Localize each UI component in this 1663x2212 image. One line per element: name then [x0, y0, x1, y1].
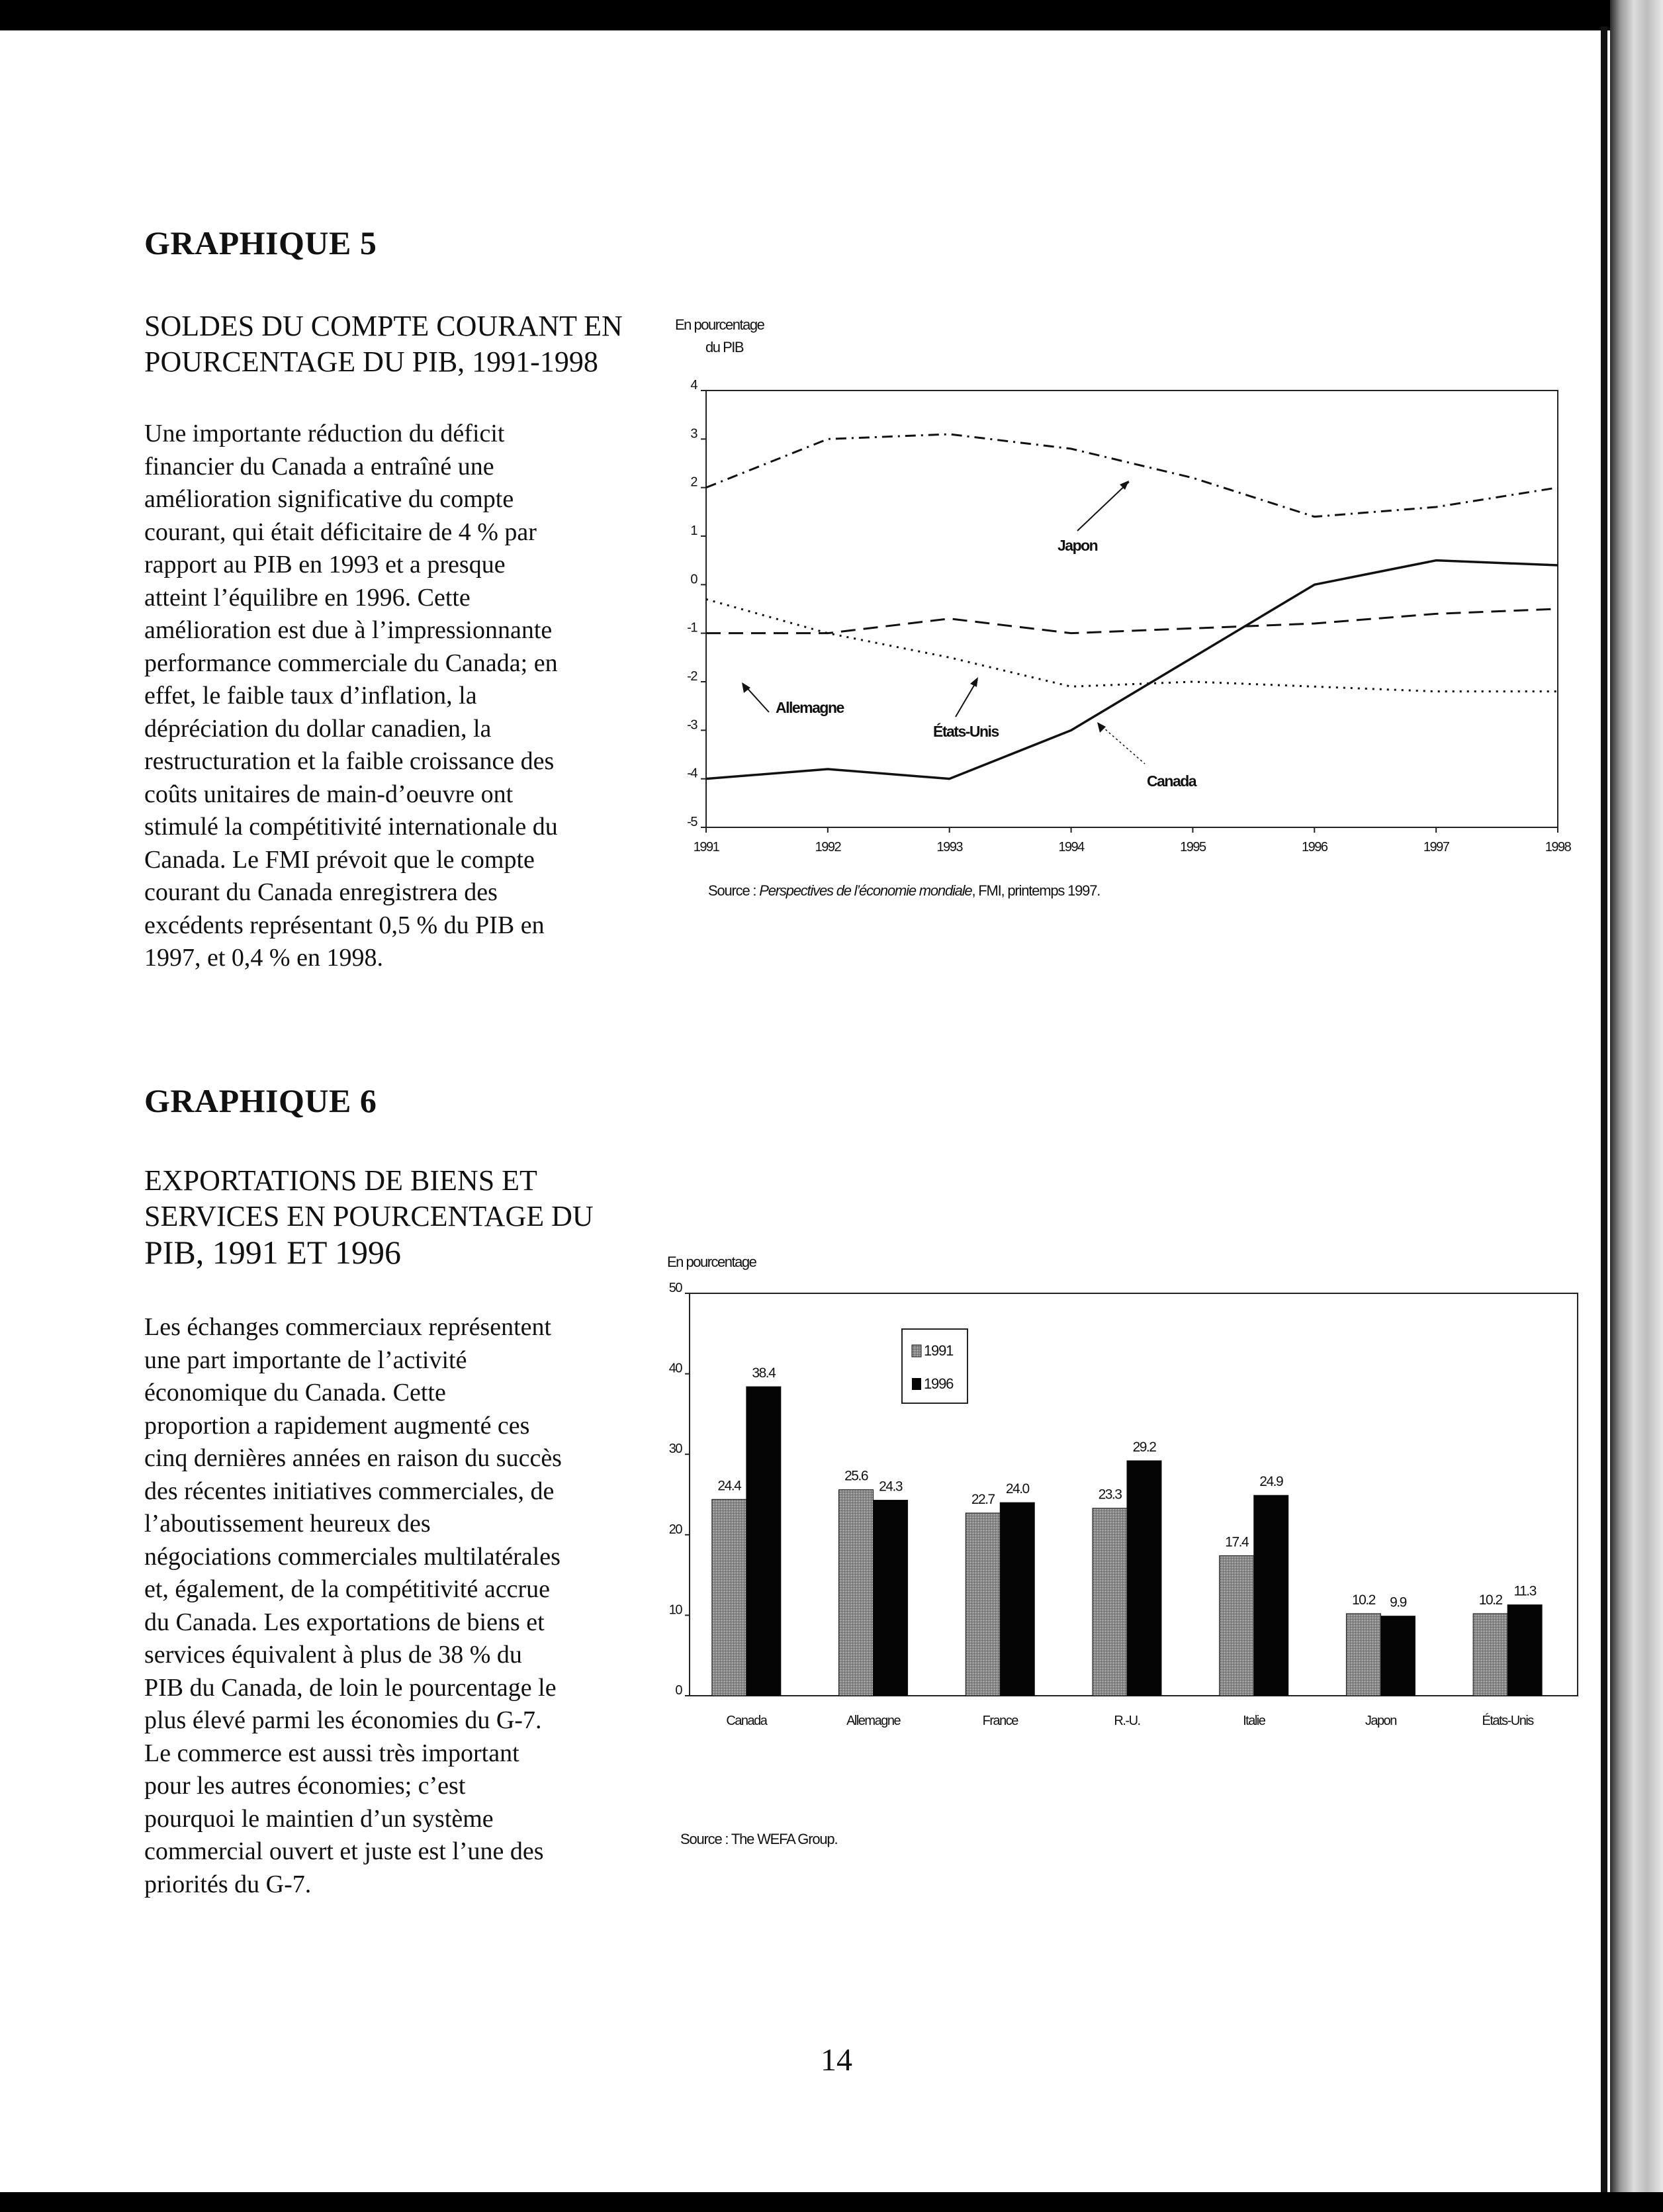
bar-1996: [1380, 1616, 1415, 1696]
line-chart-source-prefix: Source :: [708, 882, 760, 899]
section2-body-line: plus élevé parmi les économies du G-7.: [144, 1706, 542, 1734]
section2-body-line: et, également, de la compétitivité accrue: [144, 1575, 550, 1603]
bar-value-label: 23.3: [1098, 1487, 1122, 1502]
y-tick-label: -2: [687, 669, 697, 684]
x-category-label: Allemagne: [846, 1714, 901, 1728]
x-category-label: Canada: [726, 1714, 767, 1728]
section2-subtitle-line: EXPORTATIONS DE BIENS ET: [144, 1164, 537, 1197]
bar-1991: [839, 1490, 874, 1696]
section2-subtitle-line: SERVICES EN POURCENTAGE DU: [144, 1200, 594, 1232]
section2-body-line: négociations commerciales multilatérales: [144, 1542, 561, 1571]
section1-body-line: atteint l’équilibre en 1996. Cette: [144, 583, 471, 612]
bar-value-label: 24.0: [1005, 1481, 1029, 1497]
section2-body-line: PIB du Canada, de loin le pourcentage le: [144, 1673, 557, 1702]
bar-1996: [874, 1500, 908, 1696]
section2-heading: GRAPHIQUE 6: [144, 1082, 377, 1119]
y-tick-label: -1: [687, 620, 697, 635]
series-label-canada: Canada: [1147, 772, 1196, 790]
annotation-arrowhead-allemagne: [742, 682, 750, 693]
series-line-allemagne: [706, 609, 1558, 633]
x-tick-label: 1991: [693, 840, 719, 854]
x-category-label: Italie: [1243, 1714, 1265, 1728]
bar-chart-unit-label: En pourcentage: [667, 1254, 756, 1270]
line-chart-plot-frame: [706, 391, 1558, 827]
bar-1991: [1473, 1614, 1507, 1696]
section1-body-line: courant du Canada enregistrera des: [144, 878, 498, 906]
section2-body: [144, 1311, 607, 1901]
bar-1991: [712, 1499, 746, 1696]
bar-value-label: 24.9: [1259, 1474, 1283, 1490]
bar-chart-x-axis: [726, 1713, 1534, 1728]
section1-body-line: dépréciation du dollar canadien, la: [144, 714, 492, 743]
bar-value-label: 10.2: [1351, 1592, 1375, 1608]
section1-body-line: effet, le faible taux d’inflation, la: [144, 682, 477, 710]
bar-chart-legend: [902, 1329, 967, 1403]
annotation-arrowhead-etats-unis: [970, 677, 978, 687]
line-chart-x-axis: [694, 827, 1572, 854]
bar-value-label: 24.3: [879, 1479, 903, 1495]
line-chart-series: [706, 434, 1558, 779]
series-label-japon: Japon: [1057, 537, 1098, 554]
bar-value-label: 22.7: [971, 1491, 995, 1507]
x-tick-label: 1992: [815, 840, 841, 854]
y-tick-label: 3: [690, 426, 697, 441]
y-tick-label: 10: [668, 1602, 682, 1618]
bar-value-label: 38.4: [752, 1365, 776, 1381]
section2-body-line: une part importante de l’activité: [144, 1346, 467, 1374]
series-line-japon: [706, 434, 1558, 517]
x-category-label: France: [982, 1714, 1018, 1728]
section1-body-line: rapport au PIB en 1993 et a presque: [144, 551, 506, 578]
bar-chart: [655, 1244, 1595, 1873]
section2-body-line: pourquoi le maintien d’un système: [144, 1804, 494, 1833]
legend-label-1996: 1996: [924, 1375, 954, 1392]
section2-body-line: priorités du G-7.: [144, 1870, 312, 1898]
y-tick-label: 4: [690, 378, 697, 392]
x-category-label: R.-U.: [1114, 1714, 1140, 1728]
bar-chart-bars: [712, 1365, 1542, 1696]
y-tick-label: 2: [690, 475, 697, 490]
bar-value-label: 25.6: [844, 1468, 868, 1484]
x-tick-label: 1995: [1180, 840, 1206, 854]
section1-body-line: amélioration significative du compte: [144, 485, 514, 513]
scan-binding-line: [1601, 26, 1607, 2197]
section1-body-line: financier du Canada a entraîné une: [144, 452, 494, 481]
bar-value-label: 10.2: [1478, 1592, 1502, 1608]
section1-body-line: Canada. Le FMI prévoit que le compte: [144, 845, 535, 874]
x-tick-label: 1993: [936, 840, 962, 854]
bar-1991: [1093, 1508, 1127, 1696]
y-tick-label: 40: [668, 1361, 682, 1376]
section1-body: [144, 418, 607, 975]
y-tick-label: 50: [668, 1281, 682, 1295]
section1-heading: GRAPHIQUE 5: [144, 224, 377, 261]
section2-body-line: du Canada. Les exportations de biens et: [144, 1608, 545, 1636]
series-line-canada: [706, 561, 1558, 779]
x-category-label: Japon: [1365, 1714, 1396, 1728]
legend-box: [902, 1329, 967, 1403]
section2-body-line: Les échanges commerciaux représentent: [144, 1313, 552, 1341]
legend-label-1991: 1991: [924, 1342, 954, 1359]
bar-1996: [1000, 1502, 1034, 1696]
series-label-etats-unis: États-Unis: [933, 723, 999, 740]
y-tick-label: 30: [668, 1442, 682, 1457]
y-tick-label: 0: [690, 572, 697, 587]
bar-1991: [1346, 1614, 1380, 1696]
section2-body-line: proportion a rapidement augmenté ces: [144, 1411, 530, 1440]
bar-value-label: 9.9: [1390, 1594, 1406, 1610]
bar-1996: [1254, 1495, 1288, 1696]
section2-body-line: commercial ouvert et juste est l’une des: [144, 1837, 544, 1865]
scan-border-bottom: [0, 2192, 1663, 2212]
line-chart-source: [708, 882, 1100, 899]
bar-1996: [1127, 1461, 1161, 1696]
scan-border-right: [1610, 0, 1663, 2212]
y-tick-label: -5: [687, 815, 697, 829]
line-chart-y-axis: [687, 378, 706, 829]
line-chart: [662, 311, 1588, 920]
section1-body-line: excédents représentant 0,5 % du PIB en: [144, 911, 545, 939]
section2-body-line: pour les autres économies; c’est: [144, 1772, 466, 1800]
bar-value-label: 24.4: [717, 1478, 741, 1494]
annotation-arrowhead-canada: [1097, 722, 1106, 733]
y-tick-label: 1: [690, 524, 697, 538]
line-chart-unit-label: En pourcentage: [675, 316, 764, 333]
section1-body-line: stimulé la compétitivité internationale du: [144, 813, 558, 841]
section1-body-line: coûts unitaires de main-d’oeuvre ont: [144, 780, 514, 808]
section2-body-line: Le commerce est aussi très important: [144, 1739, 519, 1767]
section2-body-line: cinq dernières années en raison du succès: [144, 1444, 562, 1472]
section1-subtitle: [144, 308, 623, 380]
x-tick-label: 1994: [1058, 840, 1084, 854]
line-chart-source-suffix: , FMI, printemps 1997.: [971, 882, 1101, 899]
section1-body-line: courant, qui était déficitaire de 4 % par: [144, 518, 537, 546]
bar-chart-source: Source : The WEFA Group.: [680, 1831, 838, 1847]
section2-subtitle: [144, 1163, 594, 1270]
annotation-arrowhead-japon: [1120, 481, 1129, 490]
y-tick-label: -3: [687, 717, 697, 733]
y-tick-label: -4: [687, 766, 697, 781]
section2-body-line: services équivalent à plus de 38 % du: [144, 1641, 522, 1669]
section2-body-line: l’aboutissement heureux des: [144, 1510, 431, 1538]
bar-1991: [966, 1513, 1000, 1696]
section1-body-line: amélioration est due à l’impressionnante: [144, 616, 553, 644]
y-tick-label: 20: [668, 1522, 682, 1537]
x-tick-label: 1998: [1545, 840, 1571, 854]
section2-body-line: économique du Canada. Cette: [144, 1379, 446, 1406]
scan-border-top: [0, 0, 1663, 30]
bar-1991: [1220, 1555, 1254, 1696]
line-chart-source-title: Perspectives de l’économie mondiale: [759, 882, 972, 899]
series-line-etats-unis: [706, 599, 1558, 691]
section1-subtitle-line: SOLDES DU COMPTE COURANT EN: [144, 310, 623, 342]
x-tick-label: 1997: [1423, 840, 1449, 854]
bar-chart-y-axis: [669, 1281, 690, 1698]
bar-value-label: 17.4: [1225, 1534, 1249, 1550]
bar-1996: [746, 1387, 781, 1696]
page-number: 14: [821, 2043, 852, 2078]
section1-body-line: 1997, et 0,4 % en 1998.: [144, 944, 383, 972]
bar-value-label: 29.2: [1132, 1439, 1156, 1455]
bar-value-label: 11.3: [1513, 1583, 1536, 1599]
annotation-arrow-canada: [1099, 723, 1145, 764]
section1-subtitle-line: POURCENTAGE DU PIB, 1991-1998: [144, 346, 598, 378]
legend-swatch-1996: [912, 1378, 921, 1390]
x-category-label: États-Unis: [1482, 1714, 1533, 1728]
legend-swatch-1991: [912, 1345, 921, 1357]
section1-body-line: restructuration et la faible croissance des: [144, 747, 555, 775]
series-label-allemagne: Allemagne: [776, 699, 844, 716]
section1-body-line: performance commerciale du Canada; en: [144, 649, 558, 677]
section2-body-line: des récentes initiatives commerciales, de: [144, 1477, 555, 1505]
annotation-arrow-japon: [1077, 482, 1129, 531]
x-tick-label: 1996: [1302, 840, 1327, 854]
y-tick-label: 0: [675, 1683, 682, 1698]
line-chart-unit-label: du PIB: [705, 339, 744, 355]
bar-1996: [1507, 1605, 1542, 1696]
line-chart-annotations: [742, 481, 1197, 790]
section1-body-line: Une importante réduction du déficit: [144, 420, 505, 447]
section2-subtitle-line: PIB, 1991 ET 1996: [144, 1234, 401, 1271]
